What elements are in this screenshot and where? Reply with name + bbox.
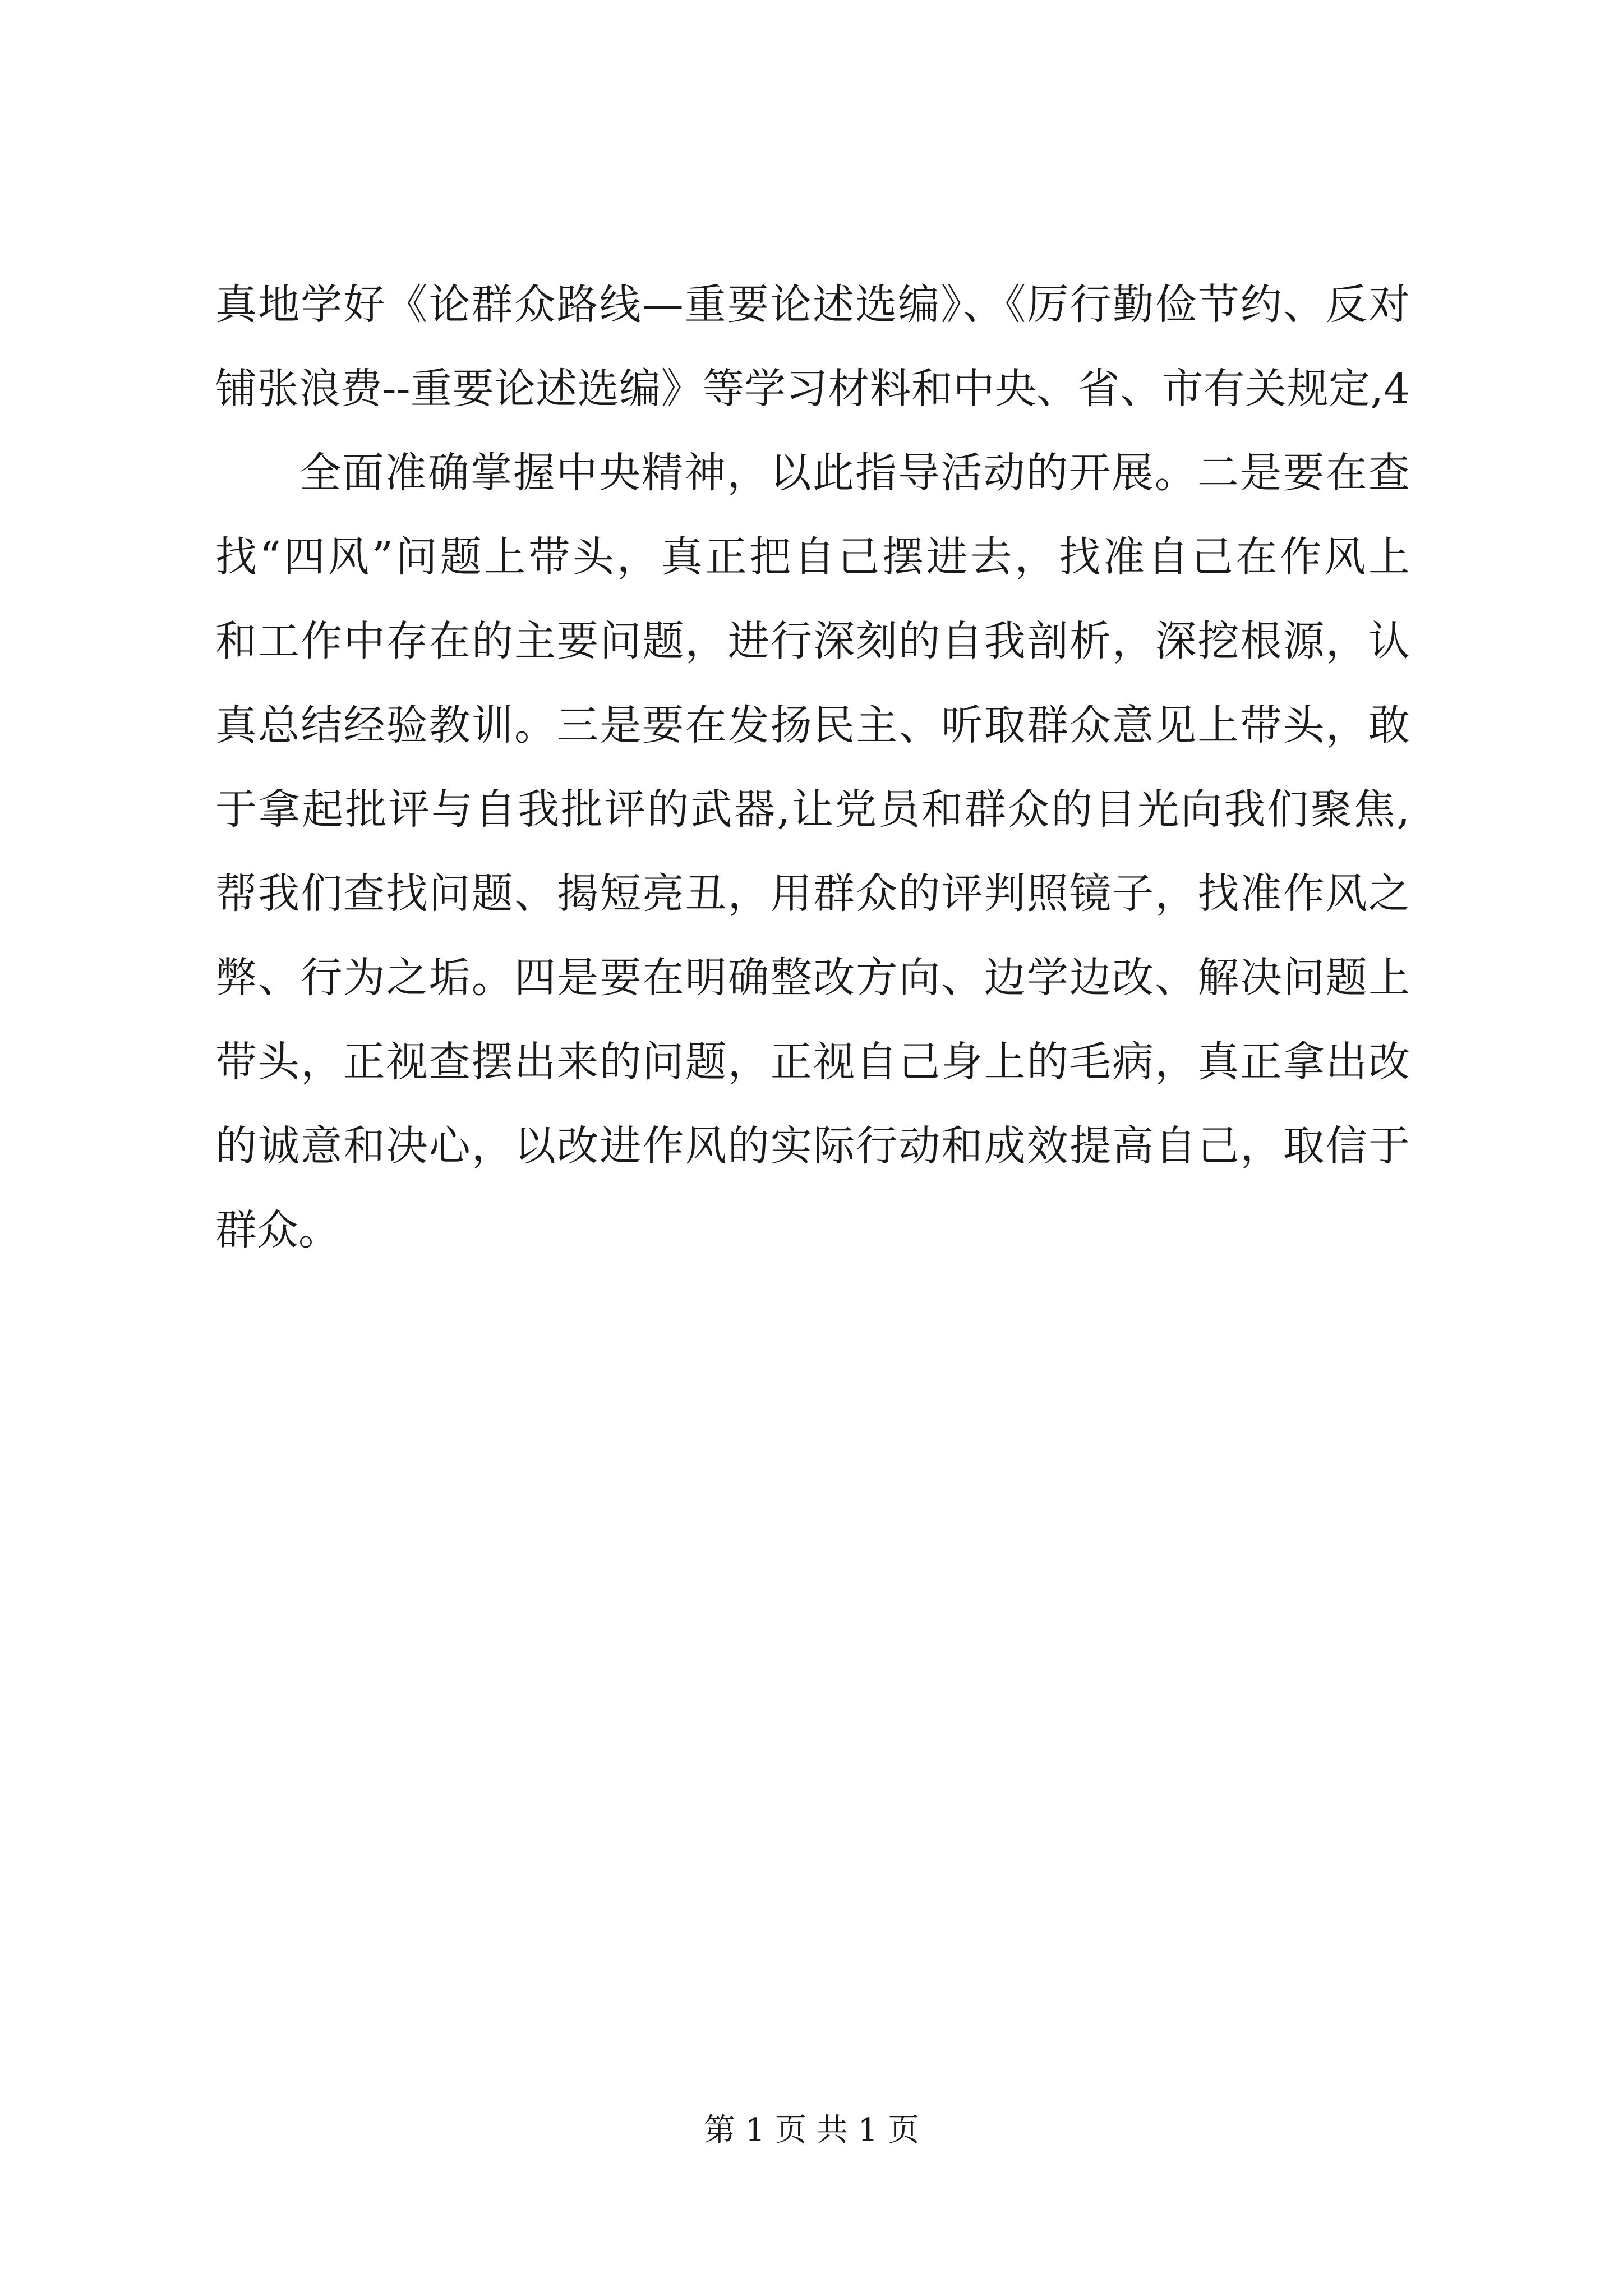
text-line: 弊、行为之垢。四是要在明确整改方向、边学边改、解决问题上: [215, 954, 1410, 1002]
text-line: 和工作中存在的主要问题，进行深刻的自我剖析，深挖根源，认: [215, 617, 1410, 665]
text-line: 找“四风”问题上带头，真正把自己摆进去，找准自己在作风上: [215, 533, 1410, 581]
body-text: [215, 263, 1410, 1272]
text-line: 群众。: [215, 1206, 340, 1254]
text-line: 于拿起批评与自我批评的武器,让党员和群众的目光向我们聚焦,: [215, 785, 1410, 834]
text-line: 真地学好《论群众路线—重要论述选编》、《厉行勤俭节约、反对: [215, 280, 1410, 329]
text-line: 的诚意和决心，以改进作风的实际行动和成效提高自己，取信于: [215, 1122, 1410, 1170]
text-line: 全面准确掌握中央精神，以此指导活动的开展。二是要在查: [299, 449, 1410, 497]
page-footer: 第 1 页 共 1 页: [703, 2112, 920, 2148]
text-line: 真总结经验教训。三是要在发扬民主、听取群众意见上带头，敢: [215, 701, 1410, 749]
text-line: 帮我们查找问题、揭短亮丑，用群众的评判照镜子，找准作风之: [215, 869, 1410, 918]
text-line: 铺张浪费--重要论述选编》等学习材料和中央、省、市有关规定,4: [215, 365, 1410, 413]
text-line: 带头，正视查摆出来的问题，正视自己身上的毛病，真正拿出改: [215, 1038, 1410, 1086]
